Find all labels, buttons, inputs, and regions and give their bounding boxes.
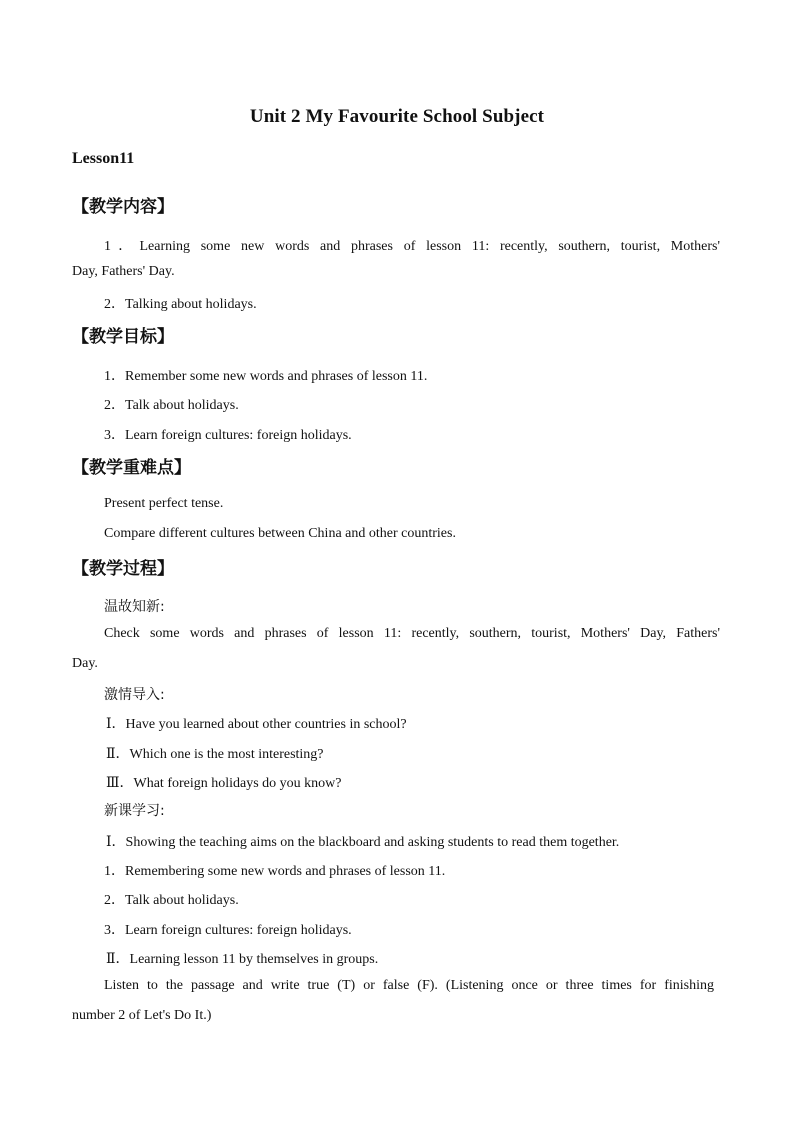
lead-in-question-2: Ⅱ．Which one is the most interesting? [106,747,324,762]
content-item-2: 2．Talking about holidays. [104,297,257,312]
goal-item-3: 3．Learn foreign cultures: foreign holidays. [104,428,352,443]
review-label: 温故知新: [104,599,165,615]
review-line-2: Day. [72,656,98,671]
new-lesson-label: 新课学习: [104,803,165,819]
section-heading-content: 【教学内容】 [72,197,174,217]
key-point-1: Present perfect tense. [104,496,224,511]
new-lesson-step-1-sub-2: 2．Talk about holidays. [104,893,239,908]
listen-line-2: number 2 of Let's Do It.) [72,1008,212,1023]
lead-in-label: 激情导入: [104,687,165,703]
key-point-2: Compare different cultures between China and other countries. [104,526,456,541]
new-lesson-step-1-sub-1: 1．Remembering some new words and phrases of lesson 11. [104,864,446,879]
content-item-1-line-2: Day, Fathers' Day. [72,264,175,279]
goal-item-1: 1．Remember some new words and phrases of lesson 11. [104,369,428,384]
content-item-1-line-1: 1．Learning some new words and phrases of lesson 11: recently, southern, tourist, Mothers' [104,239,720,254]
new-lesson-step-1: Ⅰ．Showing the teaching aims on the blackboard and asking students to read them together. [106,835,620,850]
new-lesson-step-2: Ⅱ．Learning lesson 11 by themselves in groups. [106,952,379,967]
lead-in-question-1: Ⅰ．Have you learned about other countries in school? [106,717,407,732]
new-lesson-step-1-sub-3: 3．Learn foreign cultures: foreign holidays. [104,923,352,938]
document-title: Unit 2 My Favourite School Subject [249,106,545,127]
section-heading-goals: 【教学目标】 [72,327,174,347]
lesson-label: Lesson11 [72,150,135,167]
lead-in-question-3: Ⅲ．What foreign holidays do you know? [106,776,342,791]
section-heading-key-points: 【教学重难点】 [72,458,191,478]
listen-line-1: Listen to the passage and write true (T) or false (F). (Listening once or three times for finishing [104,978,714,993]
goal-item-2: 2．Talk about holidays. [104,398,239,413]
review-line-1: Check some words and phrases of lesson 11: recently, southern, tourist, Mothers' Day, Fathers' [104,626,720,641]
section-heading-process: 【教学过程】 [72,559,174,579]
